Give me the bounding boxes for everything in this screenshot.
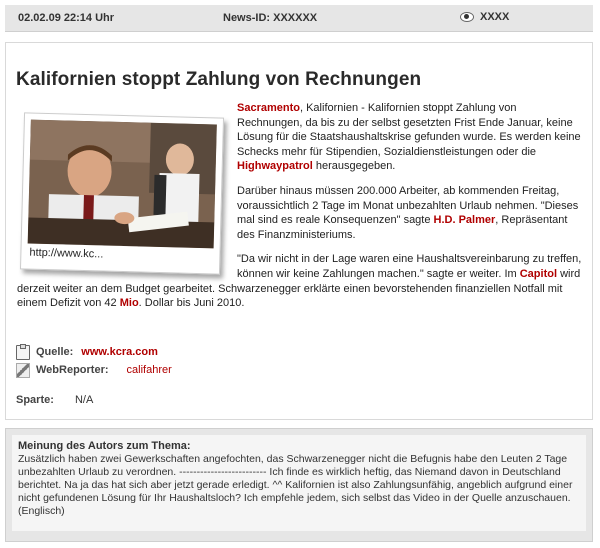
source-link[interactable]: www.kcra.com (81, 346, 158, 358)
category-label: Sparte: (16, 394, 54, 406)
view-count-value: XXXX (480, 11, 510, 23)
eye-icon (460, 12, 474, 22)
article-info-bar (5, 5, 593, 32)
link-sacramento[interactable]: Sacramento (237, 102, 300, 114)
reporter-link[interactable]: califahrer (126, 364, 172, 376)
article-photo[interactable] (28, 120, 217, 249)
view-count (460, 11, 509, 23)
article-title: Kalifornien stoppt Zahlung von Rechnungen (16, 69, 422, 90)
author-opinion-title: Meinung des Autors zum Thema: (18, 440, 191, 452)
source-label: Quelle: (36, 346, 74, 358)
category-value: N/A (74, 394, 94, 406)
link-highwaypatrol[interactable]: Highwaypatrol (237, 160, 313, 173)
author-opinion-text: Zusätzlich haben zwei Gewerkschaften angefochten, das Schwarzenegger nicht die Befugnis habe den Leuten 2 Tage unbezahlten Urlaub zu verordnen. ------------------------- Ich finde es wirklich heftig, das Niemand davon in Deutschland berichtet. Na ja das hat sich aber jetzt gerade erledigt. ^^ Kalifornien ist also Zahlungsunfähig, angeblich aufgrund einer nicht gefundenen Lösung für Ihr Haushaltsloch? Ich empfehle jedem, sich selbst das Video in der Quelle anzuschauen. (Englisch) (18, 453, 573, 517)
article-container (5, 42, 593, 420)
author-opinion-box (5, 428, 593, 542)
author-opinion-inner (12, 435, 586, 531)
article-paragraph-1: Sacramento, Kalifornien - Kalifornien stoppt Zahlung von Rechnungen, da bis zu der selbst gesetzten Frist Ende Januar, keine Lösung für die Staatshaushaltskrise gefunden wurde. Es werden keine Schecks mehr für Stipendien, Sozialdienstleistungen oder die Highwaypatrol herausgegeben. (237, 102, 581, 173)
photo-caption: http://www.kc... (29, 246, 104, 261)
link-palmer[interactable]: H.D. Palmer (433, 214, 496, 227)
article-paragraph-2: Darüber hinaus müssen 200.000 Arbeiter, ab kommenden Freitag, voraussichtlich 2 Tage im Monat unbezahlten Urlaub nehmen. "Dieses mal sind es reale Konsequenzen" sagte H.D. Palmer, Repräsentant des Finanzministeriums. (237, 184, 579, 241)
article-meta (16, 343, 172, 379)
publish-date: 02.02.09 22:14 Uhr (18, 12, 115, 24)
clipboard-icon (16, 345, 30, 360)
article-paragraph-3: "Da wir nicht in der Lage waren eine Haushaltsvereinbarung zu treffen, können wir keine Zahlungen machen." sagte er weiter. Im Capitol wird derzeit weiter an dem Budget gearbeitet. Schwarzenegger erklärte einen bevorstehenden finanziellen Notfall mit einem Defizit von 42 Mio. Dollar bis Juni 2010. (17, 253, 582, 310)
reporter-row (16, 361, 172, 379)
source-row (16, 343, 172, 361)
pencil-icon (16, 363, 30, 378)
news-id: News-ID: XXXXXX (223, 12, 318, 24)
link-capitol[interactable]: Capitol (519, 267, 558, 280)
article-photo-frame[interactable] (20, 112, 224, 274)
category-row (16, 394, 93, 406)
link-mio[interactable]: Mio (119, 297, 139, 310)
reporter-label: WebReporter: (36, 364, 109, 376)
